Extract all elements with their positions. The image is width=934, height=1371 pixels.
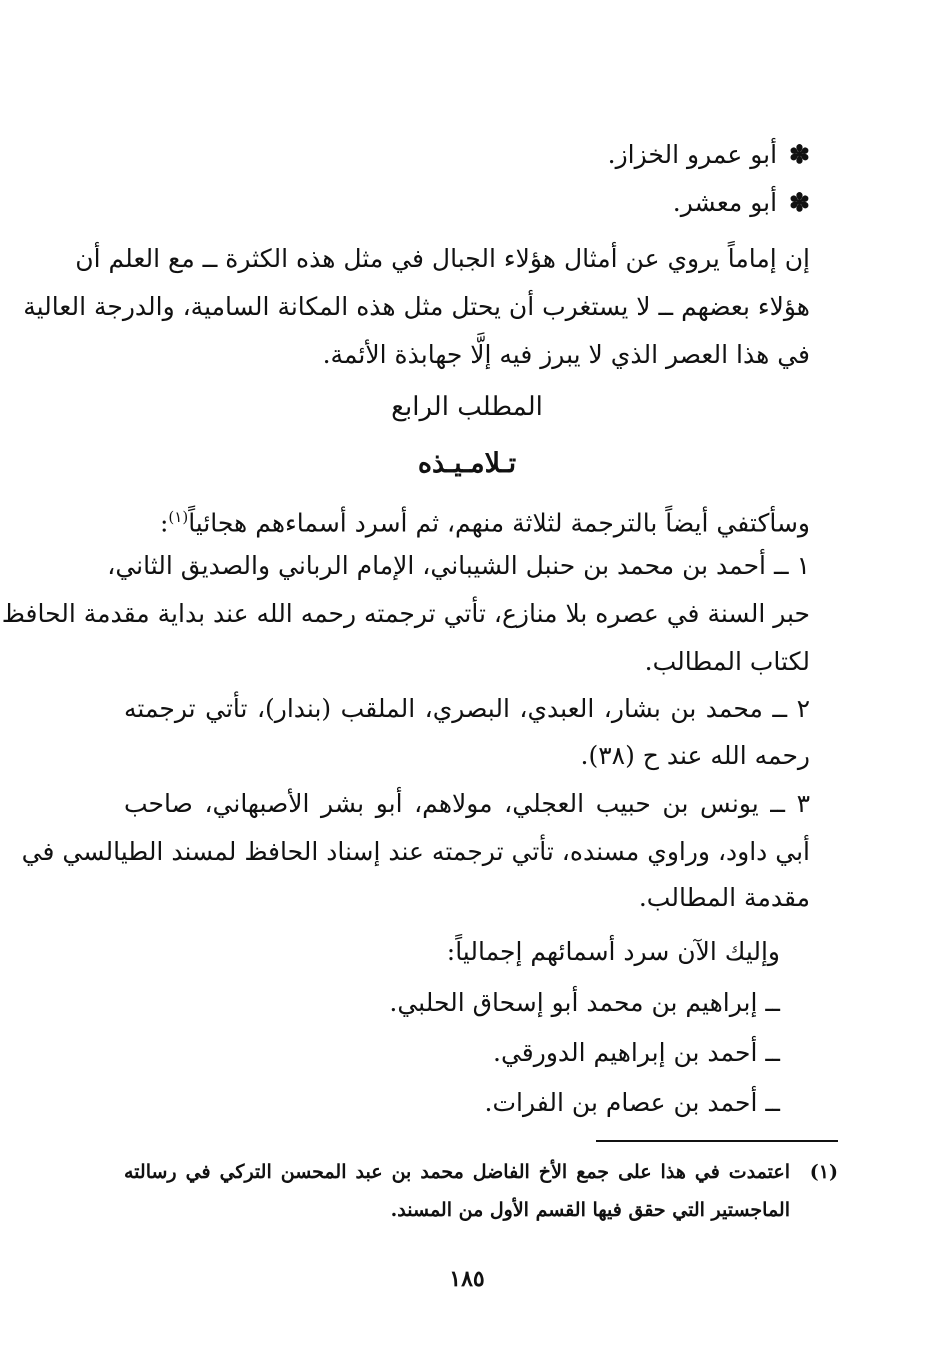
student-1-line-3: لكتاب المطالب.: [644, 647, 810, 676]
section-subtitle: تـلامـيـذه: [417, 448, 517, 479]
paragraph1-line-1: إن إماماً يروي عن أمثال هؤلاء الجبال في مثل هذه الكثرة ــ مع العلم أن: [75, 244, 810, 273]
name-list-item-3: ــ أحمد بن عصام بن الفرات.: [484, 1088, 780, 1117]
name-list-item-1: ــ إبراهيم بن محمد أبو إسحاق الحلبي.: [389, 988, 780, 1017]
bullet-item-2: ✽أبو معشر.: [673, 186, 810, 220]
list-intro: وإليك الآن سرد أسمائهم إجمالياً:: [446, 937, 780, 966]
page-number: ١٨٥: [449, 1266, 485, 1292]
student-3-line-3: مقدمة المطالب.: [638, 883, 810, 912]
student-2-line-1: ٢ ــ محمد بن بشار، العبدي، البصري، الملقب (بندار)، تأتي ترجمته: [124, 694, 810, 723]
name-list-item-2: ــ أحمد بن إبراهيم الدورقي.: [493, 1038, 780, 1067]
student-2-line-2: رحمه الله عند ح (٣٨).: [580, 741, 810, 770]
student-3-line-1: ٣ ــ يونس بن حبيب العجلي، مولاهم، أبو بشر الأصبهاني، صاحب: [124, 789, 810, 818]
footnote-ref: (١): [168, 508, 189, 526]
footnote-marker: (١): [809, 1161, 838, 1183]
section-title: المطلب الرابع: [391, 392, 543, 422]
paragraph1-line-2: هؤلاء بعضهم ــ لا يستغرب أن يحتل مثل هذه المكانة السامية، والدرجة العالية: [23, 292, 810, 321]
student-3-line-2: أبي داود، وراوي مسنده، تأتي ترجمته عند إسناد الحافظ لمسند الطيالسي في: [21, 837, 810, 866]
footnote-line-2: الماجستير التي حقق فيها القسم الأول من المسند.: [390, 1199, 790, 1221]
student-1-line-1: ١ ــ أحمد بن محمد بن حنبل الشيباني، الإمام الرباني والصديق الثاني،: [107, 551, 810, 580]
asterisk-bullet-icon: ✽: [789, 188, 810, 217]
paragraph1-line-3: في هذا العصر الذي لا يبرز فيه إلَّا جهابذة الأئمة.: [322, 340, 810, 369]
footnote-line-1: اعتمدت في هذا على جمع الأخ الفاضل محمد بن عبد المحسن التركي في رسالته: [124, 1161, 790, 1183]
bullet-item-1: ✽أبو عمرو الخزاز.: [608, 138, 810, 172]
intro-paragraph: وسأكتفي أيضاً بالترجمة لثلاثة منهم، ثم أسرد أسماءهم هجائياً$^{(١)}$:: [159, 508, 810, 538]
footnote-divider: [596, 1140, 838, 1142]
asterisk-bullet-icon: ✽: [789, 140, 810, 169]
student-1-line-2: حبر السنة في عصره بلا منازع، تأتي ترجمته رحمه الله عند بداية مقدمة الحافظ: [1, 599, 810, 628]
